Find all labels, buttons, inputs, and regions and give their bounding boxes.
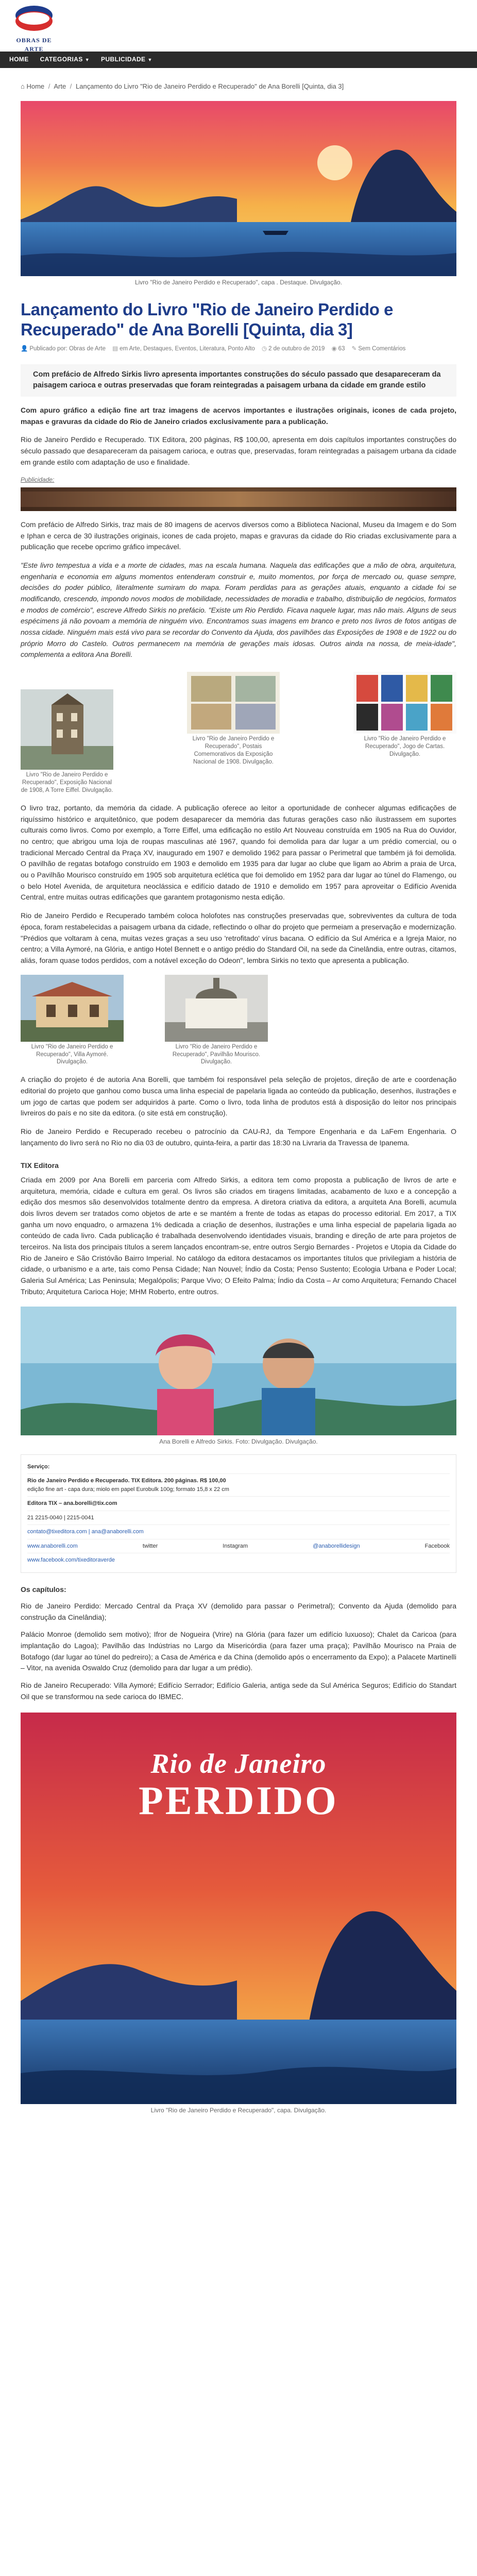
breadcrumb-home[interactable]: Home <box>26 82 45 90</box>
service-phone: 21 2215-0040 | 2215-0041 <box>27 1511 450 1526</box>
gallery-2-image <box>21 975 124 1042</box>
meta-category[interactable] <box>112 346 255 352</box>
gallery-1-item[interactable] <box>187 669 280 794</box>
service-line-2: edição fine art - capa dura; miolo em papel Eurobulk 100g; formato 15,8 x 22 cm <box>27 1486 229 1493</box>
banner-ad[interactable] <box>21 487 456 511</box>
gallery-1-caption: Livro "Rio de Janeiro Perdido e Recuperado", Exposição Nacional de 1908, A Torre Eiffel. Divulgação. <box>21 772 113 794</box>
breadcrumb-arte[interactable]: Arte <box>54 82 66 90</box>
service-row <box>27 1474 450 1497</box>
service-site-link[interactable]: www.anaborelli.com <box>27 1543 78 1549</box>
service-title: Serviço: <box>27 1460 450 1475</box>
paragraph-2: Com prefácio de Alfredo Sirkis, traz mais de 80 imagens de acervos diversos como a Biblioteca Nacional, Museu da Imagem e do Som e Iphan e cerca de 30 ilustrações originais, icones de cada projeto, mapas e gravuras da cidade do Rio criadas exclusivamente para a publicação que recebe opcrimo gráfico impecável. <box>21 520 456 551</box>
gallery-2-caption: Livro "Rio de Janeiro Perdido e Recuperado", Pavilhão Mourisco. Divulgação. <box>172 1043 261 1065</box>
gallery-2-item[interactable] <box>21 975 124 1066</box>
post-title: Lançamento do Livro "Rio de Janeiro Perdido e Recuperado" de Ana Borelli [Quinta, dia 3] <box>21 300 393 340</box>
service-instagram-handle[interactable]: @anaborellidesign <box>313 1543 360 1549</box>
gallery-1-item[interactable] <box>21 669 113 794</box>
chapter-2: Rio de Janeiro Recuperado: Villa Aymoré; Edifício Serrador; Edifício Galeria, antiga sede da Sul América Seguros; Edifício do Standart Oil que se transformou na sede carioca do IBMEC. <box>21 1681 456 1701</box>
hero-caption: Livro "Rio de Janeiro Perdido e Recuperado", capa . Destaque. Divulgação. <box>134 279 343 286</box>
chapters-list <box>21 1601 456 1703</box>
gallery-1-image <box>353 672 456 734</box>
lead-text: Com prefácio de Alfredo Sirkis livro apresenta importantes construções do século passado que desapareceram da paisagem carioca e outras preservadas que foram reintegradas a paisagem urbana da cidade em grande estilo <box>33 370 441 390</box>
meta-comments-label: Sem Comentários <box>358 346 406 352</box>
bottom-spacer <box>21 2115 456 2136</box>
chapter-1: Rio de Janeiro Perdido: Mercado Central da Praça XV (demolido para passar o Perimetral); Convento da Ajuda (demolido para construção da Cinelândia); <box>21 1601 456 1621</box>
meta-category-label: em Arte, Destaques, Eventos, Literatura, Ponto Alto <box>120 346 255 352</box>
cover-title-line-2: PERDIDO <box>139 1777 338 1823</box>
gallery-2 <box>21 975 456 1066</box>
gallery-1-item[interactable] <box>353 669 456 794</box>
eye-icon: ◉ <box>331 346 337 352</box>
service-row <box>27 1497 450 1511</box>
portrait-caption: Ana Borelli e Alfredo Sirkis. Foto: Divulgação. Divulgação. <box>159 1438 318 1446</box>
gallery-1-caption: Livro "Rio de Janeiro Perdido e Recuperado", Postais Comemorativos da Exposição Nacional de 1908. Divulgação. <box>192 736 275 765</box>
gallery-2-caption: Livro "Rio de Janeiro Perdido e Recuperado", Villa Aymoré. Divulgação. <box>31 1043 113 1065</box>
nav-home-label: HOME <box>9 56 29 63</box>
portrait-image[interactable] <box>21 1307 456 1435</box>
service-facebook[interactable]: Facebook <box>424 1543 450 1549</box>
service-facebook-link[interactable]: www.facebook.com/tixeditoraverde <box>27 1557 115 1564</box>
nav-home[interactable] <box>9 55 29 64</box>
portrait-illustration <box>21 1307 456 1435</box>
cover-title <box>21 1749 456 1821</box>
paragraph-5: A criação do projeto é de autoria Ana Borelli, que também foi responsável pela seleção de projetos, direção de arte e coordenação editorial do projeto que ganhou como busca uma linha especial de papelaria ligada ao conteúdo da publicação, desenhos, ilustrações e um jogo de cartas que podem ser adquiridos à parte. Como o livro, toda linha de produtos está à disposição do leitor nos principais livreiros do país e no site da editora. (o site está em construção). <box>21 1075 456 1117</box>
hero-image[interactable] <box>21 101 456 276</box>
hero-illustration <box>21 101 456 276</box>
comment-icon: ✎ <box>351 346 357 352</box>
intro-paragraph: Com apuro gráfico a edição fine art traz imagens de acervos importantes e ilustrações originais, icones de cada projeto, mapas e gravuras da cidade do Rio de Janeiro criados exclusivamente para a publicação. <box>21 406 456 426</box>
meta-author[interactable] <box>21 346 106 352</box>
nav-categorias-label: CATEGORIAS <box>40 56 83 63</box>
tix-heading: TIX Editora <box>21 1161 59 1170</box>
gallery-1-image <box>187 672 280 734</box>
gallery-1-image <box>21 689 113 770</box>
hero-figure <box>21 101 456 286</box>
gallery-2-image <box>165 975 268 1042</box>
home-icon[interactable]: ⌂ <box>21 82 25 90</box>
cover-title-line-1: Rio de Janeiro <box>150 1748 327 1780</box>
chevron-down-icon: ▼ <box>147 57 152 63</box>
logo-text: OBRAS DE ARTE <box>16 37 52 53</box>
paragraph-7: Criada em 2009 por Ana Borelli em parceria com Alfredo Sirkis, a editora tem como proposta a publicação de livros de arte e arquitetura, memória, cidade e cultura em geral. Os livros são criados em tiragens limitadas, acabamento de luxo e a concepção a edição dos mesmos são desenvolvidos totalmente dentro da empresa. A diretora criativa da editora, a arquiteta Ana Borelli, acumula dois livros devem ser tratados como objetos de arte e se mantém a frente de todas as etapas do processo editorial. Em 2017, a TIX ganha um novo enquadro, o armazena 1% dedicada a criação de desenhos, ilustrações e uma linha especial de papelaria ligada ao conteúdo de cada livro. Cada publicação é trabalhada desenvolvendo identidades visuais, branding e direção de arte para projetos de terceiros. Na lista dos principais títulos a serem lançados encontram-se, entre outros Sergio Bernardes - Projetos e Utopia da Cidade do Rio de Janeiro e São Cristóvão Bairro Imperial. No catálogo da editora destacamos os importantes títulos que privilegiam a história de cidade, o urbanismo e a arte, tais como Pensa Cidade; Nan Nouvel; Índio da Costa; Penso Sustento; Ecologia Urbana e Poder Local; Galeria Sul América; Las Peninsula; Megalópolis; Parque Vivo; O Efeito Palma; Índio da Costa – Ar como Arquitetura; Fernando Chacel Tributo; Arquitetura Carioca Hoje; MHM Roberto, entre outros. <box>21 1175 456 1296</box>
service-emails[interactable]: contato@tixeditora.com | ana@anaborelli.com <box>27 1525 450 1539</box>
clock-icon: ◷ <box>262 346 267 352</box>
cover-figure <box>21 1713 456 2114</box>
lead-box <box>21 364 456 397</box>
breadcrumb-separator: / <box>48 82 50 90</box>
service-box <box>21 1454 456 1573</box>
chapters-heading: Os capítulos: <box>21 1585 66 1594</box>
chevron-down-icon: ▼ <box>84 57 90 63</box>
paragraph-4: Rio de Janeiro Perdido e Recuperado também coloca holofotes nas construções preservadas que, sobreviventes da cultura de toda época, foram restabelecidas a paisagem urbana da cidade, reflectindo o olhar do projeto que permeiam a preservação e modernização. "Prédios que voltaram à cena, muitas vezes graças a seu uso 'retrofitado' vírus bacana. O edifício da Sul América e a Igreja Maior, no centro; a Villa Aymoré, na Glória, e antigo Hotel Bennett e o antigo prédio do Standard Oil, na sede da Cinelândia, entre outras, citamos, aliás, foram quase todos perdidos, com a notável exceção do Odeon", lembra Sirkis no texto que apresenta a publicação. <box>21 911 456 964</box>
book-cover-image[interactable] <box>21 1713 456 2104</box>
site-header <box>0 0 477 52</box>
user-icon: 👤 <box>21 346 28 352</box>
breadcrumb-current: Lançamento do Livro "Rio de Janeiro Perdido e Recuperado" de Ana Borelli [Quinta, dia 3] <box>76 82 344 90</box>
folder-icon: ▤ <box>112 346 118 352</box>
breadcrumb <box>21 81 456 92</box>
chapter-1-detail: Palácio Monroe (demolido sem motivo); Ifror de Nogueira (Vrire) na Glória (para fazer um edifício luxuoso); Chalet da Caricoa (para implantação do Lagoa); Pavilhão das Indústrias no Largo da Misericórdia (para fazer uma praça); Pavilhão Mourisco na Praia de Botafogo (dar lugar ao túnel do pedreiro); a Casa de América e da China (demolido após o encerramento da Expo); a Palacete Martinelli – Vitor, na avenida Oswaldo Cruz (demolido para dar lugar a um prédio). <box>21 1630 456 1672</box>
logo-icon <box>14 5 54 34</box>
nav-publicidade[interactable] <box>101 55 152 64</box>
service-twitter[interactable]: twitter <box>142 1543 158 1549</box>
main-content <box>0 81 477 2136</box>
cover-caption: Livro "Rio de Janeiro Perdido e Recuperado", capa. Divulgação. <box>150 2107 327 2114</box>
breadcrumb-separator: / <box>70 82 72 90</box>
gallery-1 <box>21 669 456 794</box>
service-editora: Editora TIX – ana.borelli@tix.com <box>27 1500 117 1507</box>
info-paragraph <box>21 434 456 468</box>
service-instagram[interactable]: Instagram <box>223 1543 248 1549</box>
service-social-row <box>27 1539 450 1554</box>
post-meta <box>21 344 456 353</box>
nav-publicidade-label: PUBLICIDADE <box>101 56 146 63</box>
paragraph-3: O livro traz, portanto, da memória da cidade. A publicação oferece ao leitor a oportunidade de conhecer algumas edificações de riquíssimo histórico e arquitetônico, que podem desaparecer da memória das futuras gerações caso não ilustrassem em suportes culturais como livros. Como por exemplo, a Torre Eiffel, uma edificação no estilo Art Nouveau construída em 1905 na Rua do Ouvidor, no centro; que abrigou uma loja de roupas masculinas até 1967, quando foi demolida para dar lugar a um prédio comercial, ou o tradicional Mercado Central da Praça XV, inaugurado em 1907 e demolido 1962 para passar o Perimetral que também já foi demolida. O pavilhão de regatas botafogo construído em 1903 e demolido em 1935 para dar lugar ao clube que ligam ao Abrim a praia de Urca, ou o Pavilhão Mourisco construído em 1905 sob arquitetura eclética que foi demolido em 1952 para dar lugar ao túnel do Flamengo, ou o belo Hotel Avenida, de arquitetura neoclássica e edifício datado de 1910 e demolido em 1957 para aproveitar o Edifício Avenida Central, entre muitas outras edificações que garantem protagonismo nesta edição. <box>21 803 456 902</box>
site-logo[interactable] <box>10 5 58 53</box>
banner-ad-image <box>21 487 456 511</box>
info-text: Rio de Janeiro Perdido e Recuperado. TIX Editora, 200 páginas, R$ 100,00, apresenta em dois capítulos importantes construções do século passado que desapareceram da paisagem carioca, e outras que, preservadas, foram reintegradas a paisagem urbana da cidade em grande estilo com adaptação de uso e finalidade. <box>21 435 456 466</box>
meta-date-label: 2 de outubro de 2019 <box>268 346 325 352</box>
meta-views-label: 63 <box>338 346 345 352</box>
paragraph-6: Rio de Janeiro Perdido e Recuperado recebeu o patrocínio da CAU-RJ, da Tempore Engenharia e da LaFem Engenharia. O lançamento do livro será no Rio no dia 03 de outubro, quinta-feira, a partir das 18:30 na Livraria da Travessa de Ipanema. <box>21 1127 456 1147</box>
meta-date <box>262 346 325 352</box>
nav-categorias[interactable] <box>40 55 90 64</box>
service-line-1: Rio de Janeiro Perdido e Recuperado. TIX Editora. 200 páginas. R$ 100,00 <box>27 1478 226 1484</box>
portrait-figure <box>21 1307 456 1446</box>
main-navbar <box>0 52 477 68</box>
gallery-1-caption: Livro "Rio de Janeiro Perdido e Recuperado", Jogo de Cartas. Divulgação. <box>364 736 446 758</box>
sirkis-quote: "Este livro tempestua a vida e a morte de cidades, mas na escala humana. Naquela das edificações que a mão de obra, arquitetura, engenharia e economia em alguns momentos entenderam construir e, muito momentos, por força de mercado ou, quase sempre, decisões do poder público, literalmente sumiram do mapa. Foram perdidas para as gerações atuais, enquanto a cidade foi se modificando, crescendo, impondo novos modos de mobilidade, necessidades de moradia e trabalho, distribuição de negócios, formatos e modos de comércio", escreve Alfredo Sirkis no prefácio. "Existe um Rio Perdido. Ficava naquele lugar, mas não mais. Alguns de seus espécimens já não povoam a memória de ninguém vivo. Encontramos suas imagens em branco e preto nos livros de fotos antigas de nossa cidade. Ninguém mais está vivo para se recordar do Convento da Ajuda, dos pavilhões das Exposições de 1908 e de 1922 ou do próprio Morro do Castelo. Outros permanecem na memória de gerações mais idosas. Outros ainda na nossa, de meia-idade", complementa a editora Ana Borelli. <box>21 561 456 659</box>
gallery-2-item[interactable] <box>165 975 268 1066</box>
meta-author-label: Publicado por: Obras de Arte <box>29 346 106 352</box>
publicidade-label: Publicidade: <box>21 476 55 483</box>
meta-comments[interactable] <box>352 346 406 352</box>
meta-views <box>332 346 345 352</box>
